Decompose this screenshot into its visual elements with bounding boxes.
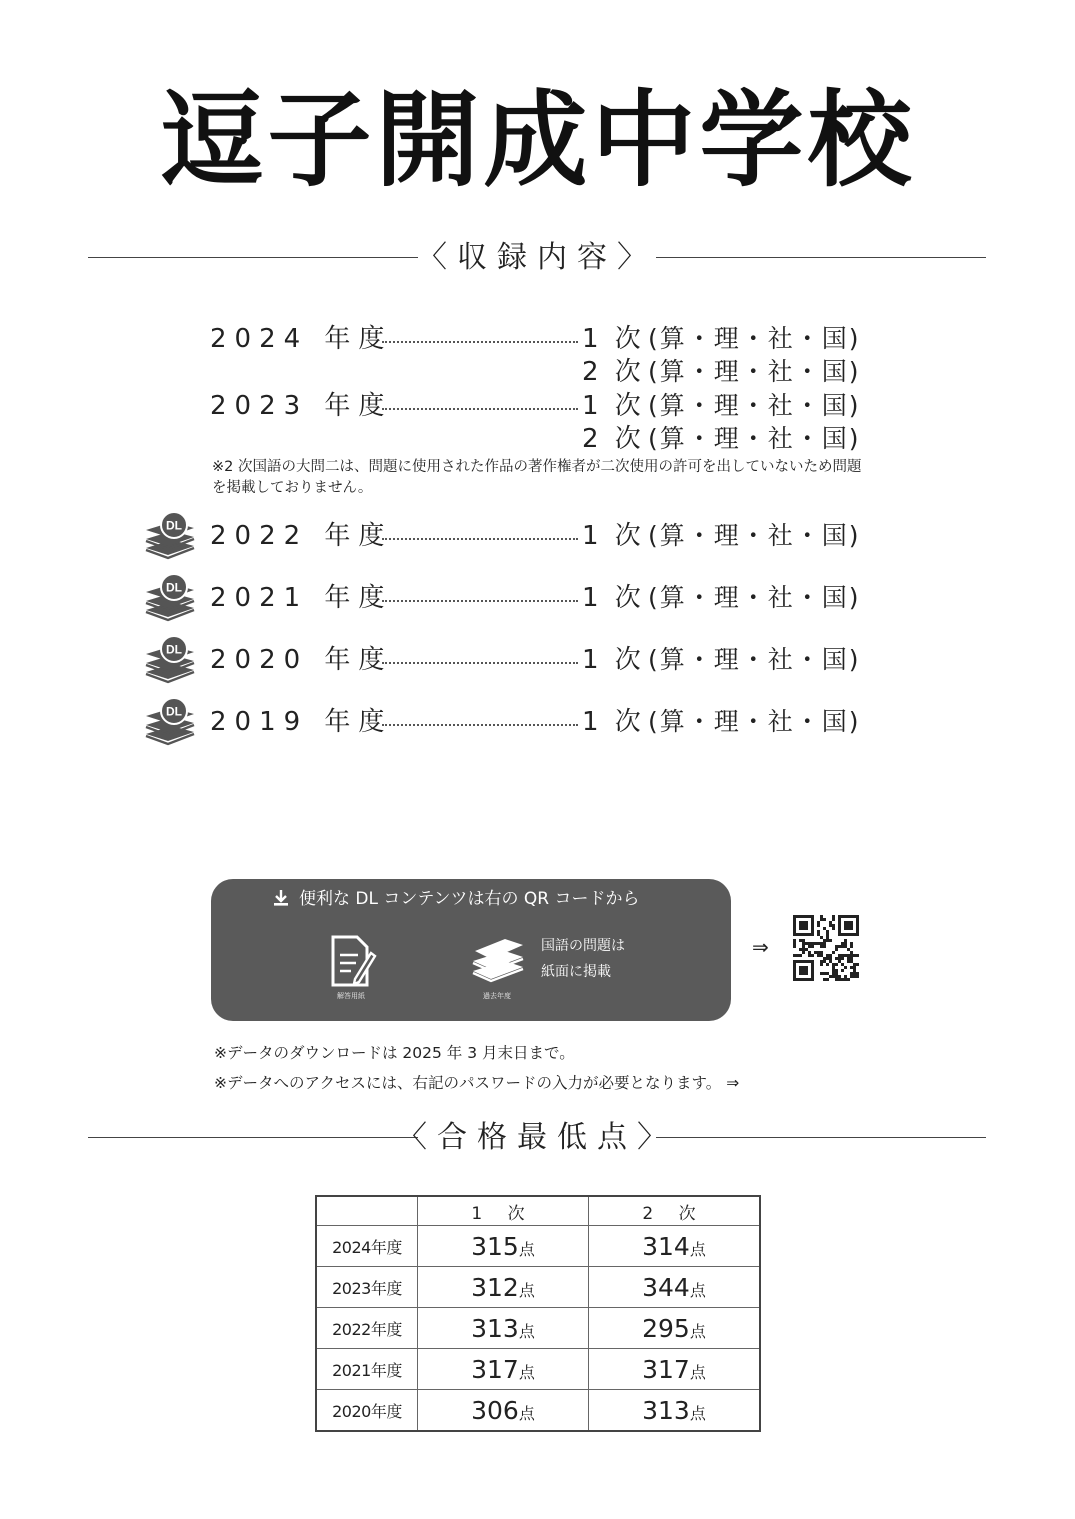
contents-row — [0, 578, 1075, 618]
dl-box-header — [271, 887, 640, 911]
past-years-icon — [469, 933, 527, 993]
download-books-icon — [142, 694, 200, 750]
school-title: 逗子開成中学校 — [159, 79, 916, 201]
contents-round: 1 次 — [582, 645, 645, 675]
dot-leader — [382, 662, 578, 664]
contents-round: 2 次 — [582, 357, 645, 387]
copyright-note: ※2 次国語の大問二は、問題に使用された作品の著作権者が二次使用の許可を出していないため問題を掲載しておりません。 — [212, 459, 862, 496]
answer-sheet-label: 解答用紙 — [337, 992, 365, 1000]
dl-icon-label: DL — [166, 518, 182, 533]
header-cell-first: 1 次 — [418, 1196, 589, 1226]
score-section-heading — [88, 1118, 986, 1158]
contents-subjects: (算・理・社・国) — [648, 645, 861, 674]
contents-heading-text: 〈収録内容〉 — [417, 240, 657, 275]
dl-icon-label: DL — [166, 642, 182, 657]
score-unit: 点 — [689, 1403, 706, 1423]
dot-leader — [382, 341, 578, 343]
contents-year: 2024 年度 — [210, 324, 393, 354]
second-score-cell — [589, 1308, 761, 1349]
year-cell: 2024年度 — [316, 1226, 418, 1267]
contents-subjects: (算・理・社・国) — [648, 707, 861, 736]
dot-leader — [382, 600, 578, 602]
dl-box-header-text: 便利な DL コンテンツは右の QR コードから — [299, 889, 640, 909]
year-cell: 2023年度 — [316, 1267, 418, 1308]
answer-sheet-icon — [327, 933, 377, 993]
download-notes — [214, 1038, 739, 1098]
dot-leader — [382, 538, 578, 540]
past-years-label: 過去年度 — [483, 992, 511, 1000]
score-unit: 点 — [689, 1239, 706, 1259]
score-unit: 点 — [518, 1280, 535, 1300]
first-score: 317 — [471, 1354, 519, 1384]
second-score-cell — [589, 1226, 761, 1267]
dl-box-books-text — [541, 933, 625, 985]
contents-row — [0, 516, 1075, 556]
year-cell: 2022年度 — [316, 1308, 418, 1349]
score-unit: 点 — [518, 1403, 535, 1423]
contents-year: 2022 年度 — [210, 521, 393, 551]
header-cell-second: 2 次 — [589, 1196, 761, 1226]
contents-year: 2020 年度 — [210, 645, 393, 675]
table-header-row — [316, 1196, 760, 1226]
contents-subjects: (算・理・社・国) — [648, 391, 861, 420]
table-row — [316, 1226, 760, 1267]
dot-leader — [382, 724, 578, 726]
second-score: 344 — [642, 1272, 690, 1302]
contents-section-heading — [88, 238, 986, 278]
score-unit: 点 — [518, 1362, 535, 1382]
contents-row — [0, 419, 1075, 459]
year-cell: 2020年度 — [316, 1390, 418, 1432]
first-score-cell — [418, 1226, 589, 1267]
second-score: 317 — [642, 1354, 690, 1384]
contents-row — [0, 640, 1075, 680]
contents-subjects: (算・理・社・国) — [648, 583, 861, 612]
first-score: 315 — [471, 1231, 519, 1261]
books-text-line-1: 国語の問題は — [541, 938, 625, 954]
table-row — [316, 1267, 760, 1308]
score-unit: 点 — [518, 1239, 535, 1259]
second-score: 314 — [642, 1231, 690, 1261]
contents-round: 2 次 — [582, 424, 645, 454]
contents-round: 1 次 — [582, 521, 645, 551]
download-note-deadline: ※データのダウンロードは 2025 年 3 月末日まで。 — [214, 1044, 575, 1062]
dot-leader — [382, 408, 578, 410]
contents-row — [0, 702, 1075, 742]
contents-subjects: (算・理・社・国) — [648, 424, 861, 453]
contents-round: 1 次 — [582, 391, 645, 421]
books-text-line-2: 紙面に掲載 — [541, 964, 611, 980]
second-score-cell — [589, 1267, 761, 1308]
score-unit: 点 — [518, 1321, 535, 1341]
download-books-icon — [142, 632, 200, 688]
score-heading-text: 〈合格最低点〉 — [397, 1120, 677, 1155]
download-icon — [271, 888, 291, 908]
dl-icon-label: DL — [166, 580, 182, 595]
first-score-cell — [418, 1349, 589, 1390]
dl-content-box — [211, 879, 731, 1021]
table-row — [316, 1349, 760, 1390]
first-score: 313 — [471, 1313, 519, 1343]
download-note-password: ※データへのアクセスには、右記のパスワードの入力が必要となります。 ⇒ — [214, 1074, 740, 1092]
first-score: 306 — [471, 1395, 519, 1425]
score-unit: 点 — [689, 1362, 706, 1382]
contents-year: 2023 年度 — [210, 391, 393, 421]
minimum-score-table — [315, 1195, 761, 1432]
score-unit: 点 — [689, 1280, 706, 1300]
contents-year: 2021 年度 — [210, 583, 393, 613]
first-score: 312 — [471, 1272, 519, 1302]
second-score-cell — [589, 1349, 761, 1390]
contents-round: 1 次 — [582, 583, 645, 613]
score-table-body — [316, 1226, 760, 1432]
contents-round: 1 次 — [582, 707, 645, 737]
score-unit: 点 — [689, 1321, 706, 1341]
second-score: 313 — [642, 1395, 690, 1425]
download-books-icon — [142, 570, 200, 626]
contents-subjects: (算・理・社・国) — [648, 324, 861, 353]
year-cell: 2021年度 — [316, 1349, 418, 1390]
contents-subjects: (算・理・社・国) — [648, 521, 861, 550]
table-row — [316, 1390, 760, 1432]
dl-icon-label: DL — [166, 704, 182, 719]
table-row — [316, 1308, 760, 1349]
download-books-icon — [142, 508, 200, 564]
contents-round: 1 次 — [582, 324, 645, 354]
first-score-cell — [418, 1390, 589, 1432]
second-score: 295 — [642, 1313, 690, 1343]
contents-year: 2019 年度 — [210, 707, 393, 737]
header-cell-empty — [316, 1196, 418, 1226]
second-score-cell — [589, 1390, 761, 1432]
qr-code[interactable] — [793, 915, 859, 985]
first-score-cell — [418, 1308, 589, 1349]
first-score-cell — [418, 1267, 589, 1308]
contents-subjects: (算・理・社・国) — [648, 357, 861, 386]
qr-arrow: ⇒ — [752, 935, 769, 959]
